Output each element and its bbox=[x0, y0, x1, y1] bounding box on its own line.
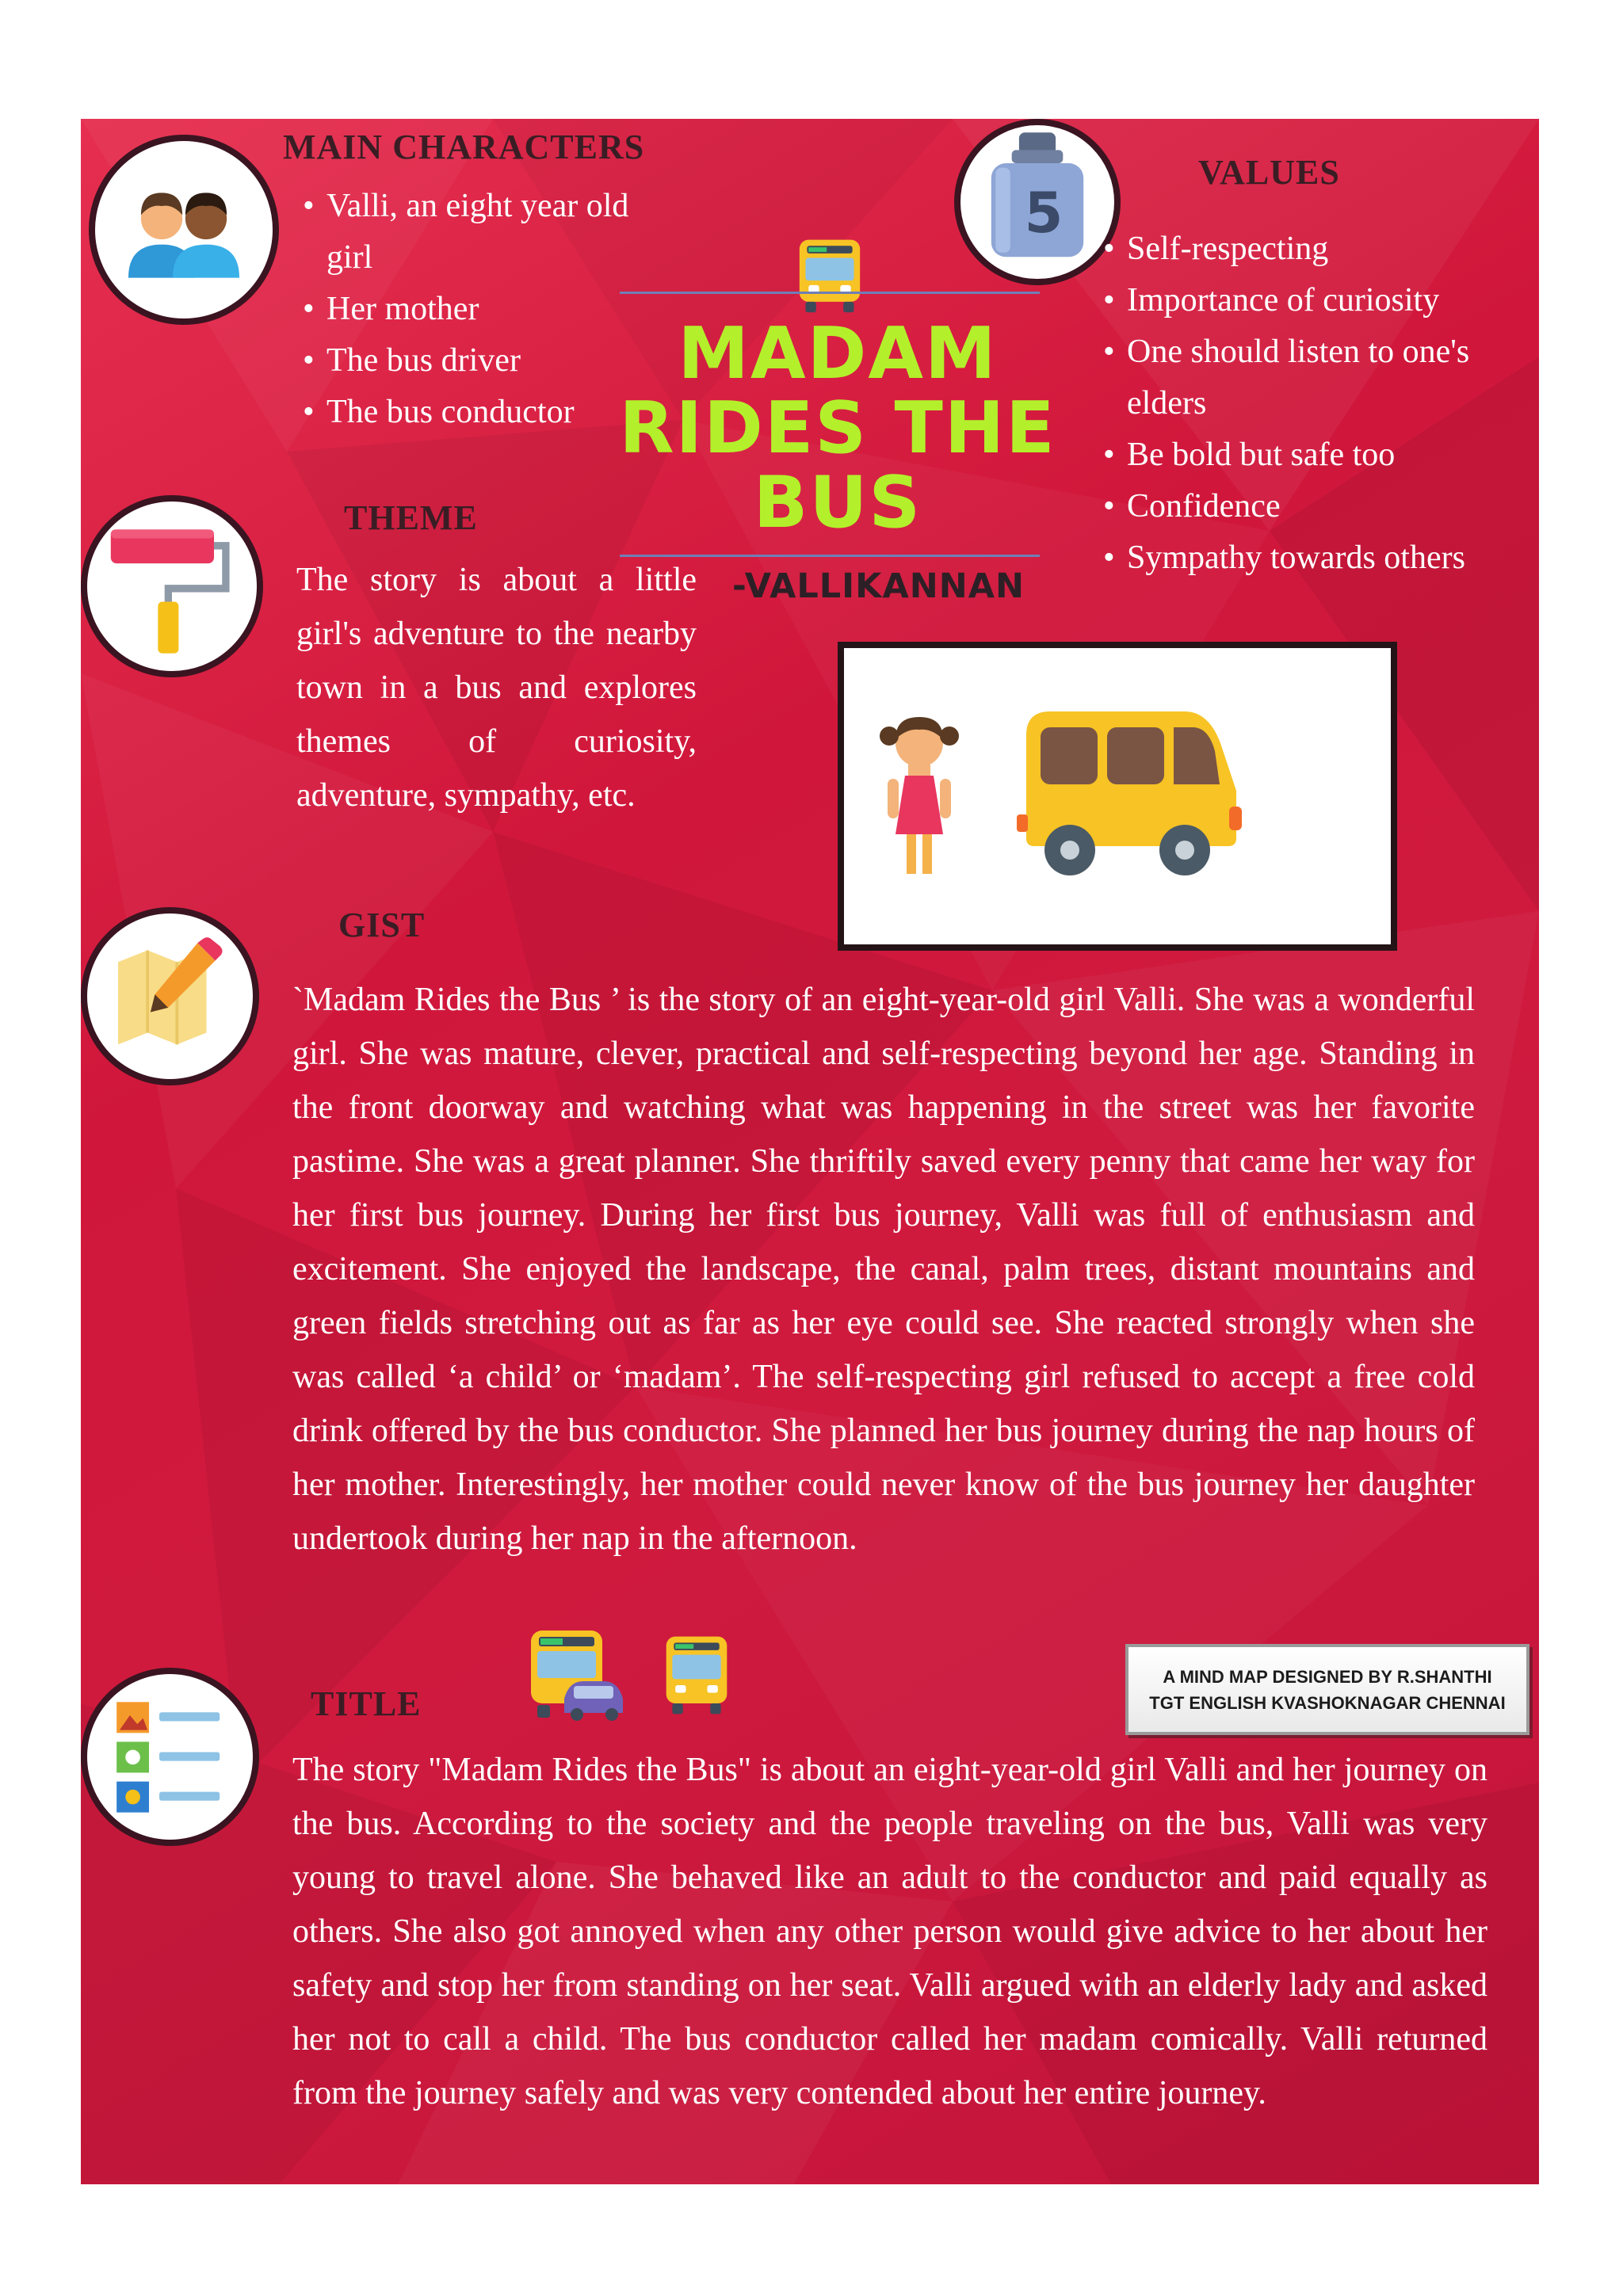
value-item: • Sympathy towards others bbox=[1103, 532, 1531, 584]
character-item: • The bus driver bbox=[303, 335, 636, 387]
theme-text: The story is about a little girl's adventure to the nearby town in a bus and explores themes of curiosity, adventure, sympathy, etc. bbox=[296, 562, 697, 814]
bus-icon bbox=[790, 234, 869, 317]
list-icon-circle bbox=[81, 1668, 259, 1846]
title-line: MADAM bbox=[678, 312, 998, 395]
people-icon-circle bbox=[89, 135, 279, 325]
value-item: • One should listen to one's elders bbox=[1103, 326, 1531, 429]
title-rule-top bbox=[620, 292, 1040, 294]
weight-icon-circle bbox=[954, 119, 1121, 285]
title-block bbox=[604, 312, 1071, 544]
map-pencil-icon bbox=[87, 913, 253, 1079]
value-item: • Self-respecting bbox=[1103, 223, 1531, 275]
credit-line-2: TGT ENGLISH KVASHOKNAGAR CHENNAI bbox=[1149, 1692, 1506, 1713]
main-characters-list bbox=[303, 181, 636, 438]
bus-icon bbox=[1010, 704, 1248, 886]
gist-text: `Madam Rides the Bus ’ is the story of an eight-year-old girl Valli. She was a wonderful girl. She was mature, clever, practical and self-respecting beyond her age. Standing in the front doorway and watching what was happening in the street was her favorite pastime. She was a great planner. She thriftily saved every penny that came her way for her first bus journey. During her first bus journey, Valli was full of enthusiasm and excitement. She enjoyed the landscape, the canal, palm trees, distant mountains and green fields stretching out as far as her eye could see. She reacted strongly when she was called ‘a child’ or ‘madam’. The self-respecting girl refused to accept a free cold drink offered by the bus conductor. She planned her bus journey during the nap hours of her mother. Interestingly, her mother could never know of the bus journey her daughter undertook during her nap in the afternoon. bbox=[292, 982, 1475, 1557]
title-section-heading: TITLE bbox=[311, 1684, 422, 1723]
main-characters-heading: MAIN CHARACTERS bbox=[283, 128, 645, 166]
bus-icon bbox=[657, 1630, 736, 1722]
author-name: -VALLIKANNAN bbox=[732, 566, 1025, 606]
girl-and-bus-illustration bbox=[838, 642, 1397, 951]
value-item: • Confidence bbox=[1103, 481, 1531, 532]
girl-icon bbox=[872, 707, 967, 898]
credit-box bbox=[1125, 1644, 1529, 1735]
character-item: • The bus conductor bbox=[303, 387, 636, 438]
bus-car-icon bbox=[525, 1623, 628, 1726]
paint-roller-icon bbox=[87, 502, 257, 671]
weight-number: 5 bbox=[1024, 181, 1064, 246]
value-item: • Be bold but safe too bbox=[1103, 429, 1531, 481]
title-line: BUS bbox=[753, 461, 922, 544]
credit-line-1: A MIND MAP DESIGNED BY R.SHANTHI bbox=[1163, 1666, 1492, 1687]
character-item: • Her mother bbox=[303, 284, 636, 335]
paint-roller-icon-circle bbox=[81, 495, 263, 677]
values-heading: VALUES bbox=[1198, 153, 1340, 192]
title-line: RIDES THE bbox=[619, 387, 1056, 470]
poster bbox=[81, 119, 1539, 2184]
people-icon bbox=[95, 141, 273, 318]
map-pencil-icon-circle bbox=[81, 907, 259, 1085]
list-icon bbox=[87, 1674, 253, 1840]
value-item: • Importance of curiosity bbox=[1103, 275, 1531, 326]
theme-heading: THEME bbox=[344, 498, 478, 537]
gist-heading: GIST bbox=[338, 906, 426, 944]
values-list bbox=[1103, 223, 1531, 584]
character-item: • Valli, an eight year old girl bbox=[303, 181, 636, 284]
title-section-text: The story "Madam Rides the Bus" is about an eight-year-old girl Valli and her journey on the bus. According to the society and the people traveling on the bus, Valli was very young to travel alone. She behaved like an adult to the conductor and paid equally as others. She also got annoyed when any other person would give advice to her about her safety and stop her from standing on her seat. Valli argued with an elderly lady and asked her not to call a child. The bus conductor called her madam comically. Valli returned from the journey safely and was very contended about her entire journey. bbox=[292, 1752, 1487, 2111]
